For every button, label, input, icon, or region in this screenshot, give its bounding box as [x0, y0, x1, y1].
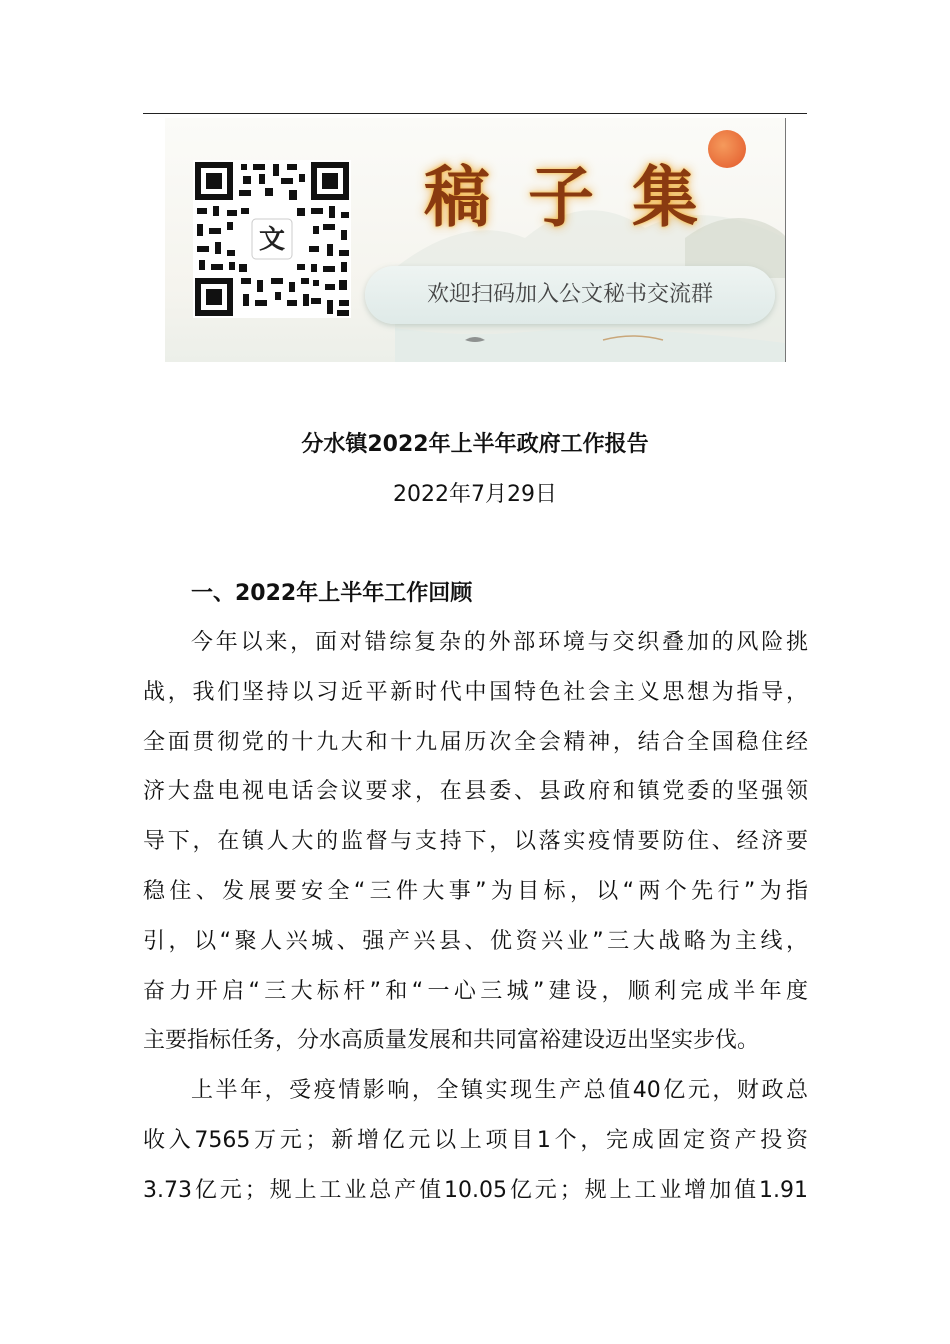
paragraph-line: 济大盘电视电话会议要求，在县委、县政府和镇党委的坚强领 [143, 779, 808, 805]
paragraph-line: 今年以来，面对错综复杂的外部环境与交织叠加的风险挑 [191, 630, 808, 655]
banner-title-text: 稿子集 [424, 157, 736, 236]
paragraph-1 [143, 618, 808, 1066]
section-heading: 一、2022年上半年工作回顾 [191, 581, 473, 606]
paragraph-line: 3.73亿元；规上工业总产值10.05亿元；规上工业增加值1.91 [143, 1177, 808, 1203]
paragraph-line: 收入7565万元；新增亿元以上项目1个，完成固定资产投资 [143, 1127, 808, 1153]
paragraph-line: 奋力开启“三大标杆”和“一心三城”建设，顺利完成半年度 [143, 978, 808, 1004]
document-date: 2022年7月29日 [393, 482, 557, 507]
promo-banner[interactable] [165, 118, 786, 362]
qr-code[interactable] [193, 160, 351, 318]
paragraph-line: 上半年，受疫情影响，全镇实现生产总值40亿元，财政总 [191, 1078, 808, 1103]
paragraph-2 [143, 1066, 808, 1215]
document-title: 分水镇2022年上半年政府工作报告 [301, 432, 649, 457]
banner-title [420, 136, 740, 246]
qr-center-char: 文 [258, 225, 286, 255]
paragraph-line: 主要指标任务，分水高质量发展和共同富裕建设迈出坚实步伐。 [143, 1028, 760, 1054]
paragraph-line: 战，我们坚持以习近平新时代中国特色社会主义思想为指导， [143, 679, 808, 705]
qr-code-icon [193, 160, 351, 318]
header-rule [143, 113, 807, 114]
paragraph-line: 引，以“聚人兴城、强产兴县、优资兴业”三大战略为主线， [143, 928, 808, 954]
paragraph-line: 全面贯彻党的十九大和十九届历次全会精神，结合全国稳住经 [143, 729, 808, 755]
banner-slogan: 欢迎扫码加入公文秘书交流群 [426, 282, 713, 307]
paragraph-line: 稳住、发展要安全“三件大事”为目标，以“两个先行”为指 [143, 878, 808, 904]
paragraph-line: 导下，在镇人大的监督与支持下，以落实疫情要防住、经济要 [143, 829, 808, 855]
